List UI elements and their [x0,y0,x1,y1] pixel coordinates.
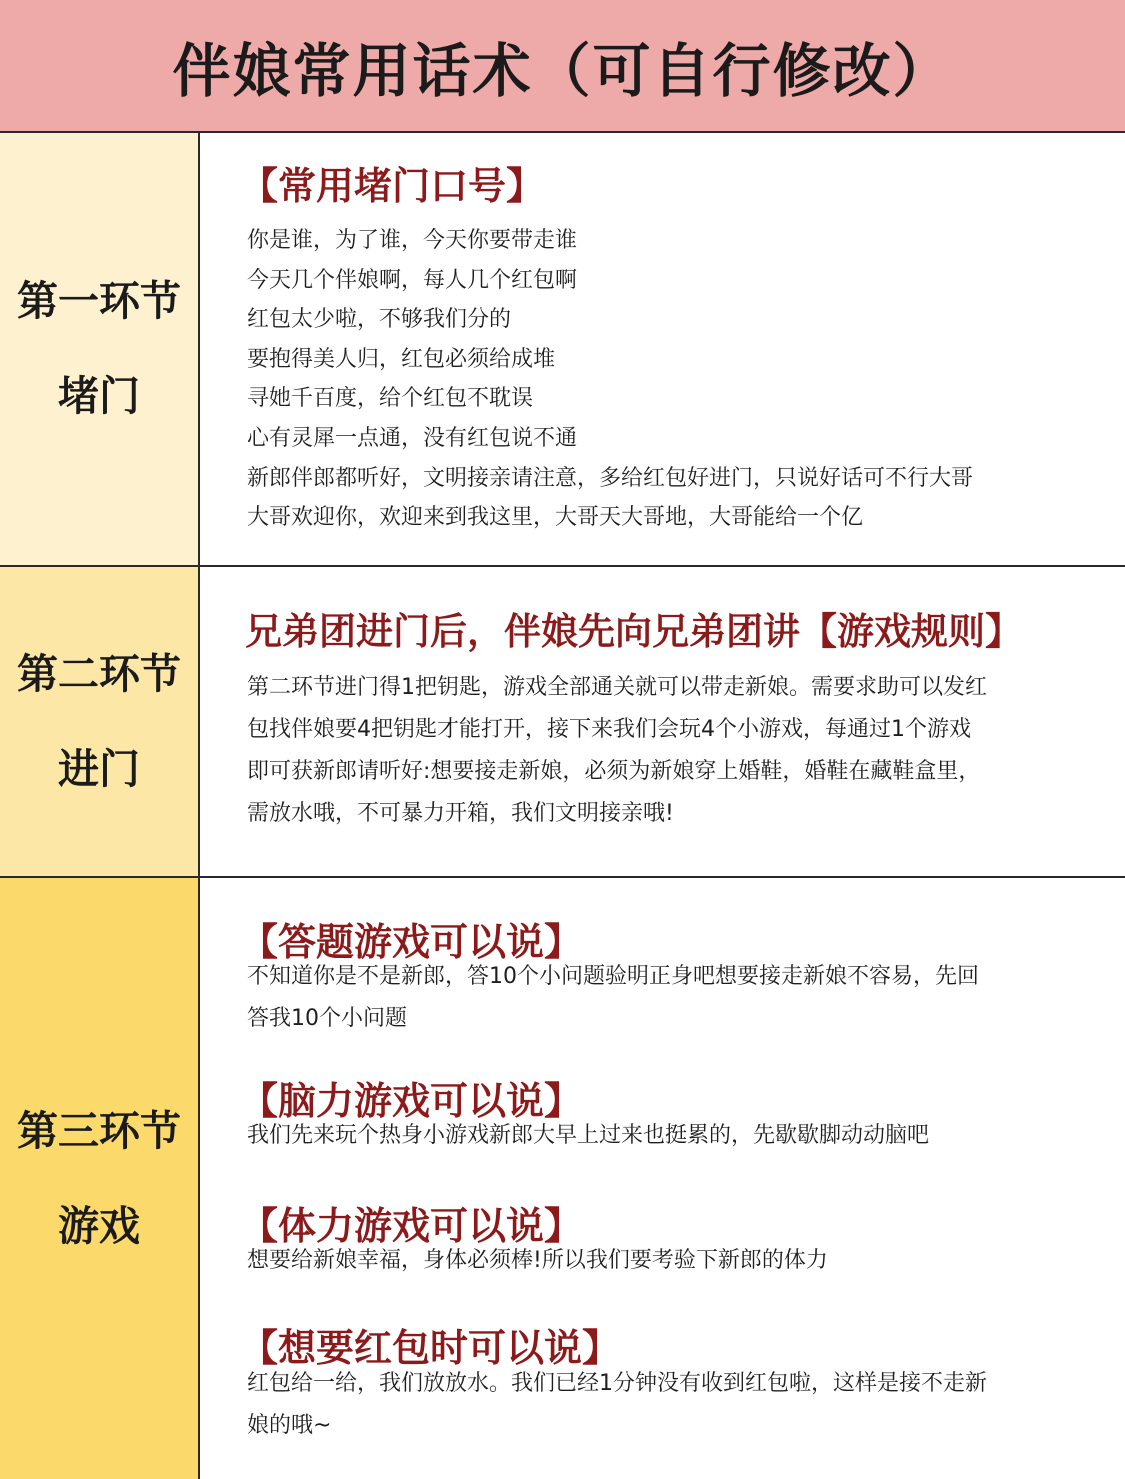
phrase-line: 大哥欢迎你，欢迎来到我这里，大哥天大哥地，大哥能给一个亿 [247,505,864,531]
section-door-blocking [0,133,1125,567]
rules-line: 包找伴娘要4把钥匙才能打开，接下来我们会玩4个小游戏，每通过1个游戏 [247,717,971,742]
section-content [200,133,1125,565]
page-title: 伴娘常用话术（可自行修改） [172,36,953,105]
phrase-line: 心有灵犀一点通，没有红包说不通 [247,425,578,451]
section-heading: 【常用堵门口号】 [240,164,545,208]
section-label-stage: 第一环节 [17,277,181,325]
section-label-cell [0,878,200,1479]
section-content [200,878,1125,1479]
section-heading: 兄弟团进门后，伴娘先向兄弟团讲【游戏规则】 [245,610,1022,653]
brain-game-text [247,1115,929,1157]
phrase-line: 红包给一给，我们放放水。我们已经1分钟没有收到红包啦，这样是接不走新 [247,1371,987,1396]
quiz-game-heading: 【答题游戏可以说】 [240,920,583,964]
phrase-line: 要抱得美人归，红包必须给成堆 [247,346,556,372]
section-label-name: 游戏 [58,1201,140,1250]
rules-line: 即可获新郎请听好:想要接走新娘，必须为新娘穿上婚鞋，婚鞋在藏鞋盒里， [247,759,981,784]
section-label-name: 堵门 [58,372,140,420]
strength-game-heading: 【体力游戏可以说】 [240,1204,583,1248]
quiz-game-text [247,956,979,1040]
section-games [0,878,1125,1479]
phrase-line: 娘的哦~ [247,1413,332,1438]
phrase-line: 红包太少啦，不够我们分的 [247,307,512,333]
phrase-line: 我们先来玩个热身小游戏新郎大早上过来也挺累的，先歇歇脚动动脑吧 [247,1123,930,1148]
phrase-list [247,221,973,538]
section-label-name: 进门 [58,744,140,793]
phrase-line: 今天几个伴娘啊，每人几个红包啊 [247,267,578,293]
phrase-line: 不知道你是不是新郎，答10个小问题验明正身吧想要接走新娘不容易，先回 [247,964,979,989]
red-packet-heading: 【想要红包时可以说】 [240,1326,621,1370]
phrase-line: 寻她千百度，给个红包不耽误 [247,386,534,412]
section-label-stage: 第三环节 [17,1106,181,1155]
section-content [200,567,1125,876]
brain-game-heading: 【脑力游戏可以说】 [240,1079,583,1123]
rules-line: 第二环节进门得1把钥匙，游戏全部通关就可以带走新娘。需要求助可以发红 [247,675,987,700]
strength-game-text [247,1240,828,1282]
section-label-stage: 第二环节 [17,649,181,698]
phrase-line: 新郎伴郎都听好，文明接亲请注意，多给红包好进门，只说好话可不行大哥 [247,465,974,491]
page-header [0,0,1125,133]
section-label-cell [0,133,200,565]
red-packet-text [247,1363,987,1447]
section-entering [0,567,1125,878]
phrase-line: 你是谁，为了谁，今天你要带走谁 [247,228,578,253]
rules-line: 需放水哦，不可暴力开箱，我们文明接亲哦! [247,801,674,826]
phrase-line: 想要给新娘幸福，身体必须棒!所以我们要考验下新郎的体力 [247,1248,828,1273]
phrase-line: 答我10个小问题 [247,1006,407,1031]
rules-text [247,667,987,835]
section-label-cell [0,567,200,876]
